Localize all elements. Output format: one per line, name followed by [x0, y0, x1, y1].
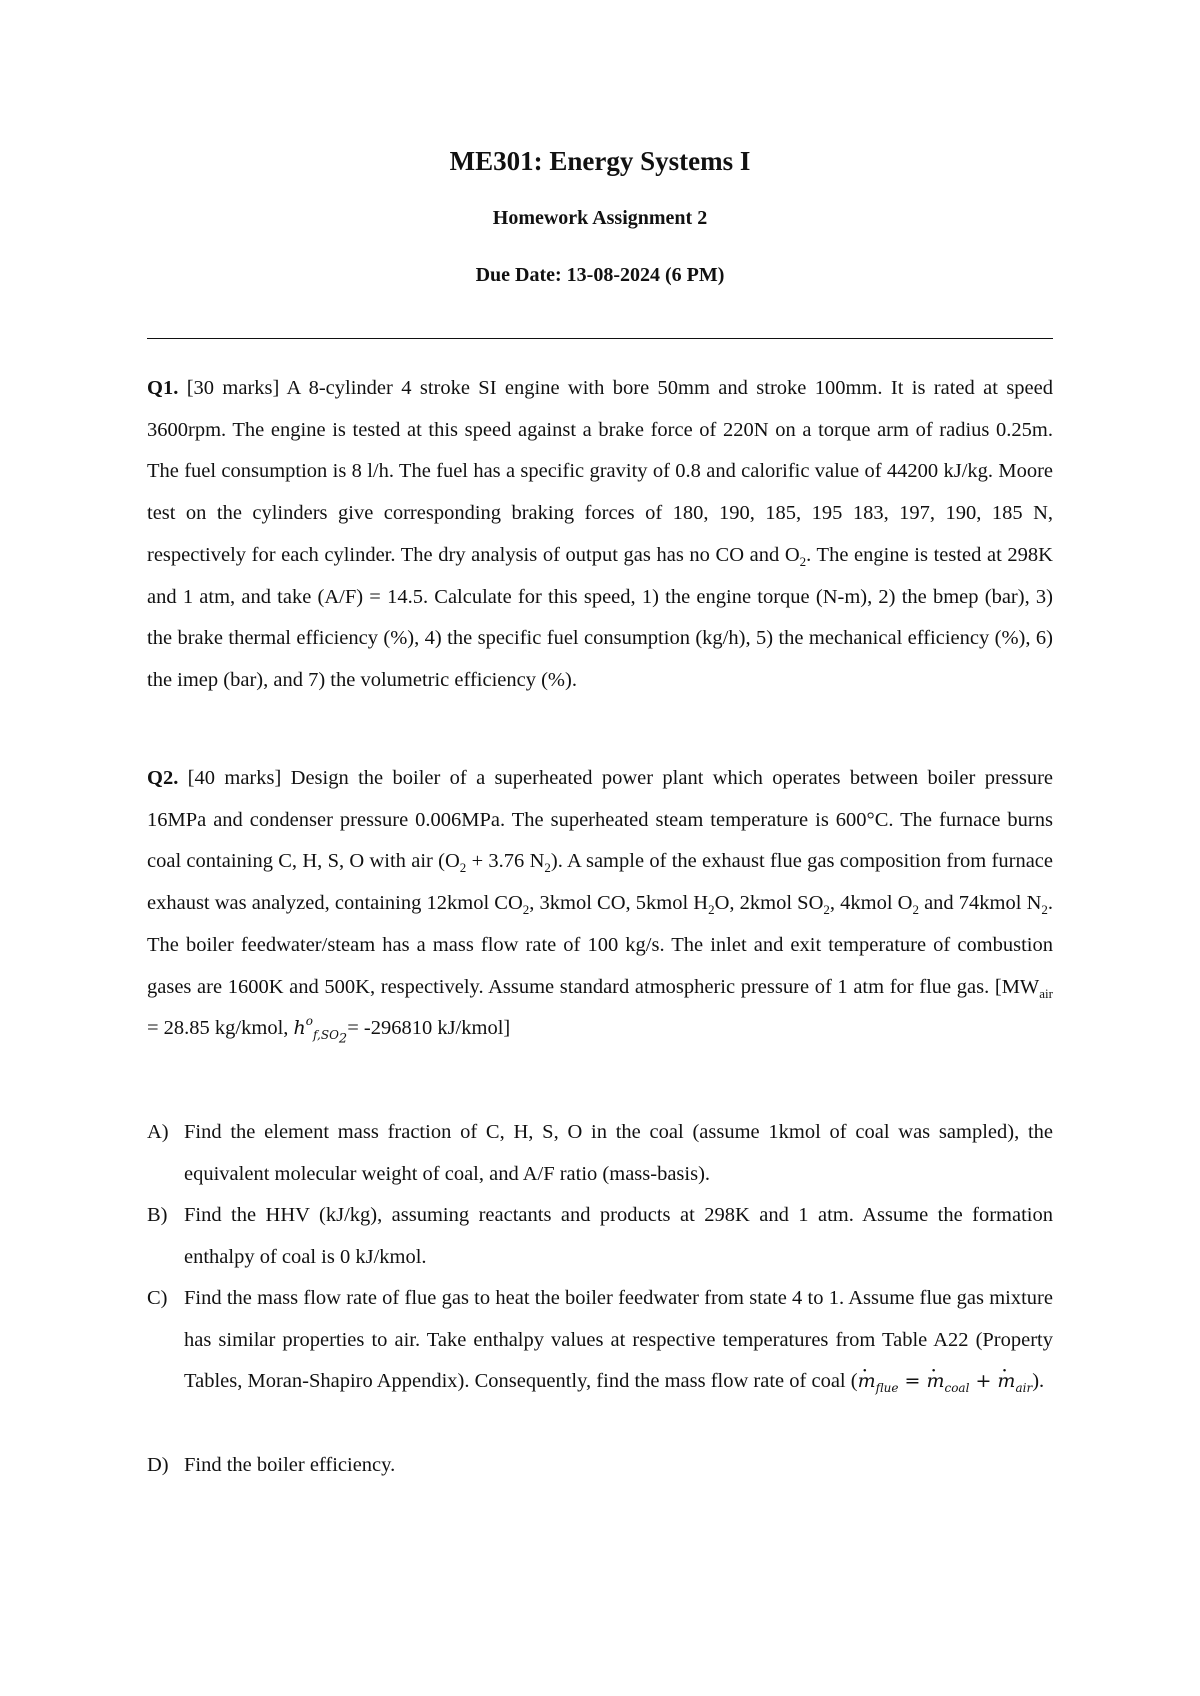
list-text-c [184, 1278, 1053, 1403]
flue-subscript: flue [875, 1381, 899, 1396]
enthalpy-subscript-text: f,SO [313, 1028, 339, 1043]
course-title: ME301: Energy Systems I [449, 146, 751, 176]
q2-air-subscript: air [1039, 985, 1053, 1001]
plus-sign: + [969, 1370, 998, 1393]
mass-flow-equation [857, 1370, 1033, 1396]
list-text-c-part2: ). [1032, 1370, 1045, 1393]
q1-text-part1: [30 marks] A 8-cylinder 4 stroke SI engine with bore 50mm and stroke 100mm. It is rated at speed 3600rpm. The engine is tested at this speed against a brake force of 220N on a torque arm of radius 0.25m. The fuel consumption is 8 l/h. The fuel has a specific gravity of 0.8 and calorific value of 44200 kJ/kg. Moore test on the cylinders give corresponding braking forces of 180, 190, 185, 195 183, 197, 190, 185 N, respectively for each cylinder. The dry analysis of output gas has no CO and O [147, 377, 1053, 566]
list-text-a: Find the element mass fraction of C, H, S, O in the coal (assume 1kmol of coal was sampled), the equivalent molecular weight of coal, and A/F ratio (mass-basis). [184, 1121, 1053, 1185]
question-1 [147, 368, 1053, 702]
list-text-c-part1: Find the mass flow rate of flue gas to heat the boiler feedwater from state 4 to 1. Assume flue gas mixture has similar properties to air. Take enthalpy values at respective temperatures from Table A22 (Property Tables, Moran-Shapiro Appendix). Consequently, find the mass flow rate of coal ( [184, 1287, 1053, 1393]
list-marker-d: D) [147, 1454, 169, 1476]
list-text-d: Find the boiler efficiency. [184, 1454, 396, 1476]
q2-sub-2: 2 [544, 860, 551, 876]
q2-sub-6: 2 [912, 902, 919, 918]
q2-text-10: = -296810 kJ/kmol] [347, 1017, 511, 1040]
q2-sub-3: 2 [522, 902, 530, 918]
air-subscript: air [1015, 1381, 1033, 1396]
m-dot-flue: · m [858, 1361, 876, 1403]
q2-text-8: . The boiler feedwater/steam has a mass flow rate of 100 kg/s. The inlet and exit temperature of combustion gases are 1600K and 500K, respectively. Assume standard atmospheric pressure of 1 atm for flue gas. [MW [147, 892, 1054, 998]
q2-sub-7: 2 [1041, 902, 1048, 918]
assignment-subtitle: Homework Assignment 2 [492, 207, 708, 229]
q2-text-2: + 3.76 N [466, 850, 545, 873]
m-dot-coal: · m [926, 1361, 944, 1403]
q2-text-3: ). A sample of the exhaust flue gas composition from furnace exhaust was analyzed, containing 12kmol CO [147, 850, 1053, 915]
enthalpy-subscript [313, 1028, 348, 1047]
list-marker-a: A) [147, 1121, 169, 1143]
q2-text-7: and 74kmol N [918, 892, 1042, 915]
list-marker-c: C) [147, 1287, 168, 1309]
q2-text-4: , 3kmol CO, 5kmol H [529, 892, 709, 915]
coal-subscript: coal [944, 1381, 970, 1396]
q1-o2-subscript: 2 [799, 553, 807, 569]
q2-text-5: O, 2kmol SO [714, 892, 824, 915]
q1-text-part2: . The engine is tested at 298K and 1 atm, and take (A/F) = 14.5. Calculate for this speed, 1) the engine torque (N-m), 2) the bmep (bar), 3) the brake thermal efficiency (%), 4) the specific fuel consumption (kg/h), 5) the mechanical efficiency (%), 6) the imep (bar), and 7) the volumetric efficiency (%). [147, 543, 1053, 691]
m-dot-air: · m [997, 1361, 1015, 1403]
due-date: Due Date: 13-08-2024 (6 PM) [475, 264, 725, 286]
q2-text-6: , 4kmol O [829, 892, 913, 915]
equals-sign: = [898, 1370, 927, 1393]
horizontal-divider [147, 338, 1053, 339]
list-item-b [147, 1195, 1053, 1278]
enthalpy-subscript-2: 2 [338, 1031, 348, 1047]
q2-sub-5: 2 [823, 902, 830, 918]
list-item-a [147, 1112, 1053, 1195]
enthalpy-superscript: o [305, 1014, 314, 1029]
enthalpy-h: h [293, 1017, 306, 1040]
list-item-d [147, 1445, 1053, 1487]
list-text-b: Find the HHV (kJ/kg), assuming reactants and products at 298K and 1 atm. Assume the formation enthalpy of coal is 0 kJ/kmol. [184, 1204, 1053, 1268]
q2-text-1: [40 marks] Design the boiler of a superheated power plant which operates between boiler pressure 16MPa and condenser pressure 0.006MPa. The superheated steam temperature is 600°C. The furnace burns coal containing C, H, S, O with air (O [147, 767, 1053, 873]
list-item-c [147, 1278, 1053, 1403]
question-1-label: Q1. [147, 377, 179, 399]
q2-text-9: = 28.85 kg/kmol, [147, 1017, 294, 1040]
question-2 [147, 758, 1053, 1050]
list-marker-b: B) [147, 1204, 168, 1226]
enthalpy-symbol [293, 1014, 348, 1047]
question-2-label: Q2. [147, 767, 179, 789]
q2-sub-1: 2 [459, 860, 467, 876]
q2-sub-4: 2 [708, 902, 715, 918]
